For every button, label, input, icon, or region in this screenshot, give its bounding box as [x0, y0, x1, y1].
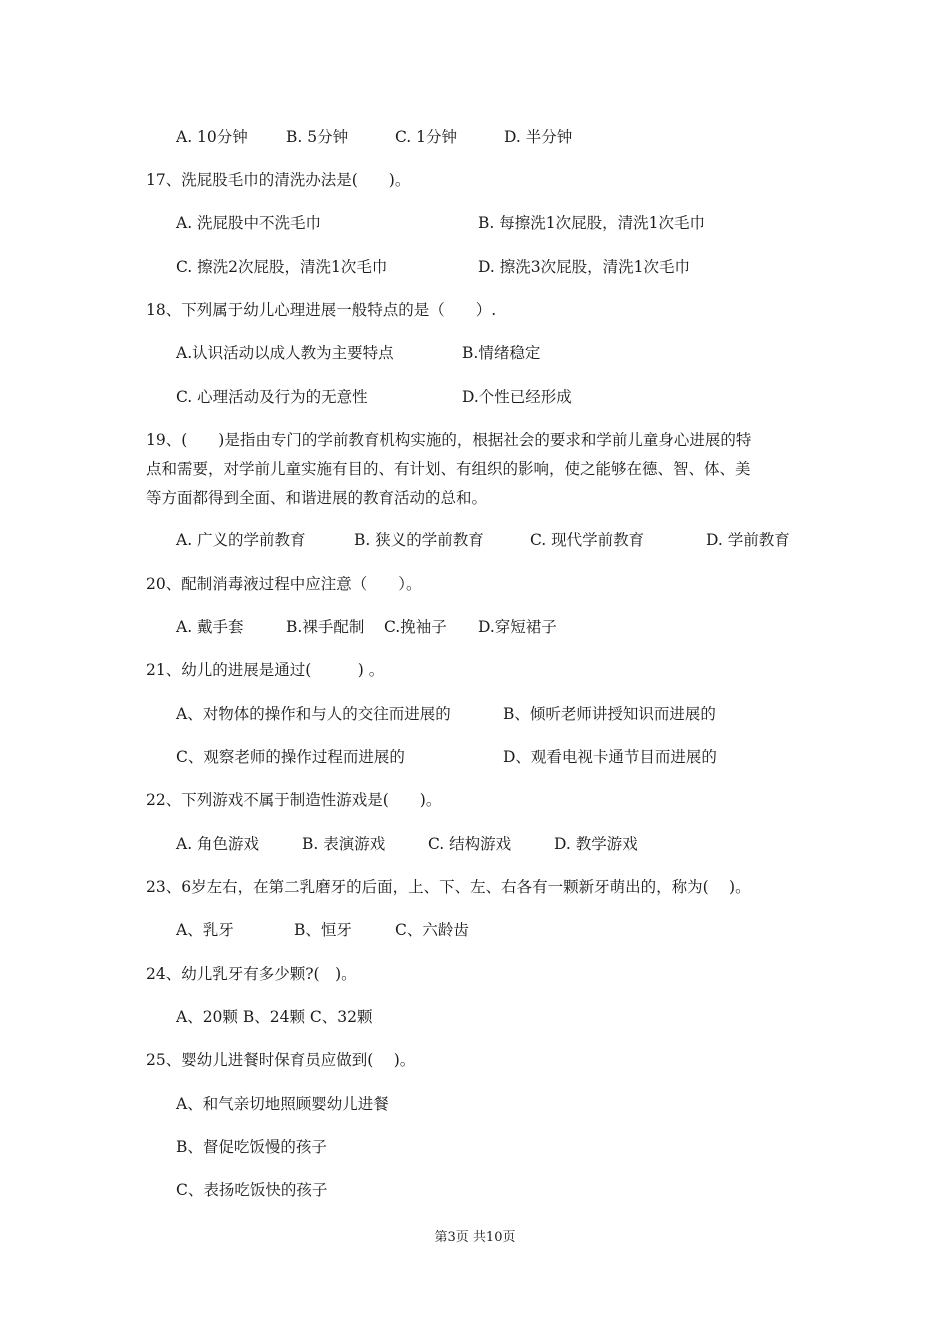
option-d: D. 擦洗3次屁股，清洗1次毛巾 [478, 258, 690, 276]
option-d: D.个性已经形成 [462, 388, 572, 406]
question-stem: 23、6岁左右，在第二乳磨牙的后面，上、下、左、右各有一颗新牙萌出的，称为( )。 [146, 878, 751, 896]
question-stem: 21、幼儿的进展是通过( ) 。 [146, 661, 385, 679]
question-stem-line-3: 等方面都得到全面、和谐进展的教育活动的总和。 [146, 489, 488, 507]
option-b: B.裸手配制 [286, 618, 365, 636]
option-d: D. 半分钟 [504, 128, 573, 146]
option-c: C. 现代学前教育 [530, 531, 645, 549]
option-a: A. 洗屁股中不洗毛巾 [176, 214, 322, 232]
page-number-footer: 第3页 共10页 [434, 1230, 516, 1245]
question-stem: 17、洗屁股毛巾的清洗办法是( )。 [146, 171, 411, 189]
question-stem: 24、幼儿乳牙有多少颗?( )。 [146, 965, 357, 983]
option-a: A. 戴手套 [176, 618, 244, 636]
option-b: B、督促吃饭慢的孩子 [176, 1138, 327, 1156]
question-stem: 20、配制消毒液过程中应注意（ ）。 [146, 575, 422, 593]
option-a: A. 广义的学前教育 [176, 531, 306, 549]
option-d: D. 学前教育 [706, 531, 790, 549]
option-c: C. 心理活动及行为的无意性 [176, 388, 368, 406]
question-stem: 18、下列属于幼儿心理进展一般特点的是（ ）. [146, 301, 497, 319]
options-line: A、20颗 B、24颗 C、32颗 [176, 1008, 373, 1026]
option-a: A、和气亲切地照顾婴幼儿进餐 [176, 1095, 389, 1113]
option-c: C、六龄齿 [395, 921, 469, 939]
option-b: B. 每擦洗1次屁股，清洗1次毛巾 [478, 214, 705, 232]
option-c: C、观察老师的操作过程而进展的 [176, 748, 405, 766]
question-stem: 25、婴幼儿进餐时保育员应做到( )。 [146, 1051, 416, 1069]
option-d: D、观看电视卡通节目而进展的 [503, 748, 717, 766]
option-d: D.穿短裙子 [478, 618, 557, 636]
option-b: B.情绪稳定 [462, 344, 541, 362]
option-c: C、表扬吃饭快的孩子 [176, 1181, 328, 1199]
option-b: B. 狭义的学前教育 [354, 531, 484, 549]
option-b: B. 5分钟 [286, 128, 349, 146]
option-a: A. 角色游戏 [176, 835, 260, 853]
option-b: B. 表演游戏 [302, 835, 386, 853]
option-c: C. 结构游戏 [428, 835, 512, 853]
option-c: C. 1分钟 [395, 128, 458, 146]
option-c: C. 擦洗2次屁股，清洗1次毛巾 [176, 258, 388, 276]
option-c: C.挽袖子 [384, 618, 447, 636]
option-d: D. 教学游戏 [554, 835, 638, 853]
option-a: A.认识活动以成人教为主要特点 [176, 344, 394, 362]
question-stem: 22、下列游戏不属于制造性游戏是( )。 [146, 791, 442, 809]
option-a: A、对物体的操作和与人的交往而进展的 [176, 705, 451, 723]
question-stem-line-2: 点和需要，对学前儿童实施有目的、有计划、有组织的影响，使之能够在德、智、体、美 [146, 460, 751, 478]
option-b: B、恒牙 [294, 921, 352, 939]
question-stem-line-1: 19、( )是指由专门的学前教育机构实施的，根据社会的要求和学前儿童身心进展的特 [146, 431, 752, 449]
option-a: A、乳牙 [176, 921, 234, 939]
option-a: A. 10分钟 [176, 128, 248, 146]
option-b: B、倾听老师讲授知识而进展的 [503, 705, 716, 723]
